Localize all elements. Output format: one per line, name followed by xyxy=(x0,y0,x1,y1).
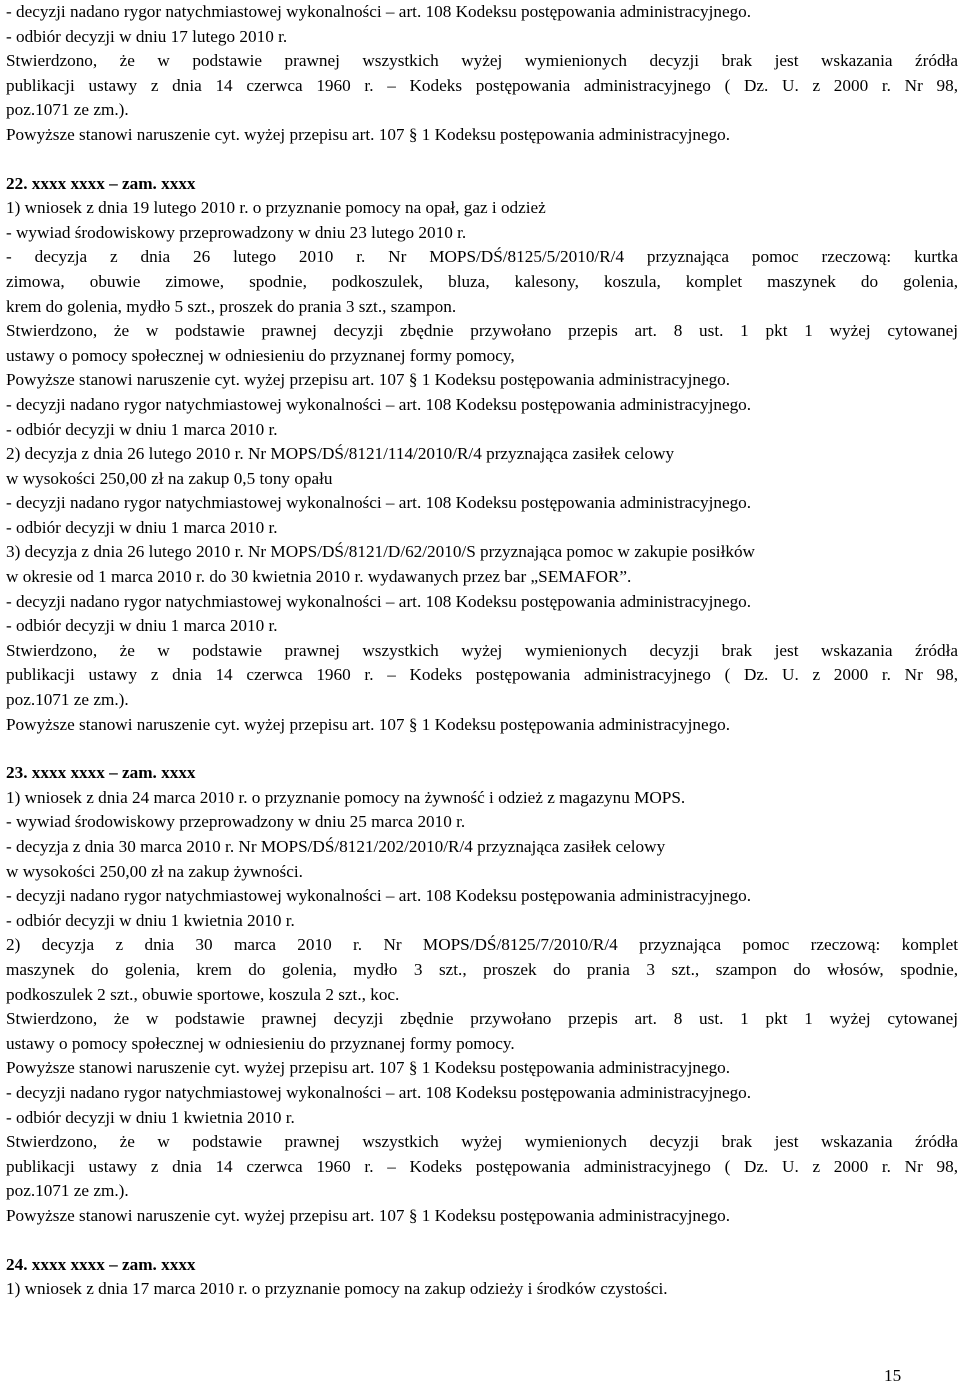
text-line: w wysokości 250,00 zł na zakup 0,5 tony opału xyxy=(6,468,333,488)
text-line: 1) wniosek z dnia 17 marca 2010 r. o przyznanie pomocy na zakup odzieży i środków czystości. xyxy=(6,1279,668,1299)
text-line: - decyzji nadano rygor natychmiastowej wykonalności – art. 108 Kodeksu postępowania administracyjnego. xyxy=(6,591,752,611)
text-line: krem do golenia, mydło 5 szt., proszek do prania 3 szt., szampon. xyxy=(6,296,457,316)
page-number: 15 xyxy=(884,1366,902,1385)
paragraph-gap xyxy=(6,148,958,172)
text-line: Powyższe stanowi naruszenie cyt. wyżej przepisu art. 107 § 1 Kodeksu postępowania administracyjnego. xyxy=(6,370,731,390)
text-line: Powyższe stanowi naruszenie cyt. wyżej przepisu art. 107 § 1 Kodeksu postępowania administracyjnego. xyxy=(6,714,731,734)
text-line: Stwierdzono, że w podstawie prawnej decyzji zbędnie przywołano przepis art. 8 ust. 1 pkt 1 wyżej cytowanej xyxy=(6,321,958,341)
text-line: Powyższe stanowi naruszenie cyt. wyżej przepisu art. 107 § 1 Kodeksu postępowania administracyjnego. xyxy=(6,124,731,144)
text-line: podkoszulek 2 szt., obuwie sportowe, koszula 2 szt., koc. xyxy=(6,984,400,1004)
text-line: publikacji ustawy z dnia 14 czerwca 1960 r. – Kodeks postępowania administracyjnego ( Dz. U. z 2000 r. Nr 98, xyxy=(6,75,958,95)
text-line: poz.1071 ze zm.). xyxy=(6,690,129,710)
text-line: - wywiad środowiskowy przeprowadzony w dniu 25 marca 2010 r. xyxy=(6,812,466,832)
text-line: w okresie od 1 marca 2010 r. do 30 kwietnia 2010 r. wydawanych przez bar „SEMAFOR”. xyxy=(6,567,632,587)
text-line: w wysokości 250,00 zł na zakup żywności. xyxy=(6,861,303,881)
text-line: publikacji ustawy z dnia 14 czerwca 1960 r. – Kodeks postępowania administracyjnego ( Dz. U. z 2000 r. Nr 98, xyxy=(6,1156,958,1176)
text-line: Stwierdzono, że w podstawie prawnej wszystkich wyżej wymienionych decyzji brak jest wskazania źródła xyxy=(6,51,958,71)
text-line: Stwierdzono, że w podstawie prawnej wszystkich wyżej wymienionych decyzji brak jest wskazania źródła xyxy=(6,1132,958,1152)
text-line: maszynek do golenia, krem do golenia, mydło 3 szt., proszek do prania 3 szt., szampon do włosów, spodnie, xyxy=(6,959,958,979)
text-line: publikacji ustawy z dnia 14 czerwca 1960 r. – Kodeks postępowania administracyjnego ( Dz. U. z 2000 r. Nr 98, xyxy=(6,665,958,685)
text-line: - odbiór decyzji w dniu 1 marca 2010 r. xyxy=(6,616,278,636)
text-line: - odbiór decyzji w dniu 17 lutego 2010 r. xyxy=(6,26,288,46)
text-line: - decyzja z dnia 30 marca 2010 r. Nr MOPS/DŚ/8121/202/2010/R/4 przyznająca zasiłek celowy xyxy=(6,837,666,856)
text-line: 1) wniosek z dnia 24 marca 2010 r. o przyznanie pomocy na żywność i odzież z magazynu MOPS. xyxy=(6,787,686,807)
text-line: - odbiór decyzji w dniu 1 marca 2010 r. xyxy=(6,517,278,537)
text-line: ustawy o pomocy społecznej w odniesieniu do przyznanej formy pomocy. xyxy=(6,1033,515,1053)
text-line: - odbiór decyzji w dniu 1 marca 2010 r. xyxy=(6,419,278,439)
text-line: poz.1071 ze zm.). xyxy=(6,1181,129,1201)
section-heading: 22. xxxx xxxx – zam. xxxx xyxy=(6,173,196,193)
text-line: 1) wniosek z dnia 19 lutego 2010 r. o przyznanie pomocy na opał, gaz i odzież xyxy=(6,198,546,218)
text-line: - decyzji nadano rygor natychmiastowej wykonalności – art. 108 Kodeksu postępowania administracyjnego. xyxy=(6,1082,752,1102)
section-heading: 24. xxxx xxxx – zam. xxxx xyxy=(6,1254,196,1274)
document-body xyxy=(6,0,958,1302)
section-heading: 23. xxxx xxxx – zam. xxxx xyxy=(6,763,196,783)
text-line: - decyzji nadano rygor natychmiastowej wykonalności – art. 108 Kodeksu postępowania administracyjnego. xyxy=(6,2,752,21)
text-line: poz.1071 ze zm.). xyxy=(6,100,129,120)
text-line: Stwierdzono, że w podstawie prawnej decyzji zbędnie przywołano przepis art. 8 ust. 1 pkt 1 wyżej cytowanej xyxy=(6,1009,958,1029)
text-line: ustawy o pomocy społecznej w odniesieniu do przyznanej formy pomocy, xyxy=(6,345,515,365)
text-line: - odbiór decyzji w dniu 1 kwietnia 2010 r. xyxy=(6,1107,295,1127)
text-line: zimowa, obuwie zimowe, spodnie, podkoszulek, bluza, kalesony, koszula, komplet maszynek do golenia, xyxy=(6,271,958,291)
text-line: Stwierdzono, że w podstawie prawnej wszystkich wyżej wymienionych decyzji brak jest wskazania źródła xyxy=(6,640,958,660)
text-line: - decyzji nadano rygor natychmiastowej wykonalności – art. 108 Kodeksu postępowania administracyjnego. xyxy=(6,493,752,513)
text-line: Powyższe stanowi naruszenie cyt. wyżej przepisu art. 107 § 1 Kodeksu postępowania administracyjnego. xyxy=(6,1205,731,1225)
text-line: 2) decyzja z dnia 26 lutego 2010 r. Nr MOPS/DŚ/8121/114/2010/R/4 przyznająca zasiłek celowy xyxy=(6,444,675,464)
text-line: - decyzji nadano rygor natychmiastowej wykonalności – art. 108 Kodeksu postępowania administracyjnego. xyxy=(6,394,752,414)
text-line: - odbiór decyzji w dniu 1 kwietnia 2010 r. xyxy=(6,910,295,930)
text-line: - decyzja z dnia 26 lutego 2010 r. Nr MOPS/DŚ/8125/5/2010/R/4 przyznająca pomoc rzeczową: kurtka xyxy=(6,247,958,267)
text-line: - wywiad środowiskowy przeprowadzony w dniu 23 lutego 2010 r. xyxy=(6,222,467,242)
text-line: 3) decyzja z dnia 26 lutego 2010 r. Nr MOPS/DŚ/8121/D/62/2010/S przyznająca pomoc w zakupie posiłków xyxy=(6,542,755,562)
paragraph-gap xyxy=(6,1229,958,1253)
text-line: Powyższe stanowi naruszenie cyt. wyżej przepisu art. 107 § 1 Kodeksu postępowania administracyjnego. xyxy=(6,1058,731,1078)
paragraph-gap xyxy=(6,737,958,761)
text-line: 2) decyzja z dnia 30 marca 2010 r. Nr MOPS/DŚ/8125/7/2010/R/4 przyznająca pomoc rzeczową: komplet xyxy=(6,935,958,955)
text-line: - decyzji nadano rygor natychmiastowej wykonalności – art. 108 Kodeksu postępowania administracyjnego. xyxy=(6,886,752,906)
document-page xyxy=(6,0,958,1302)
